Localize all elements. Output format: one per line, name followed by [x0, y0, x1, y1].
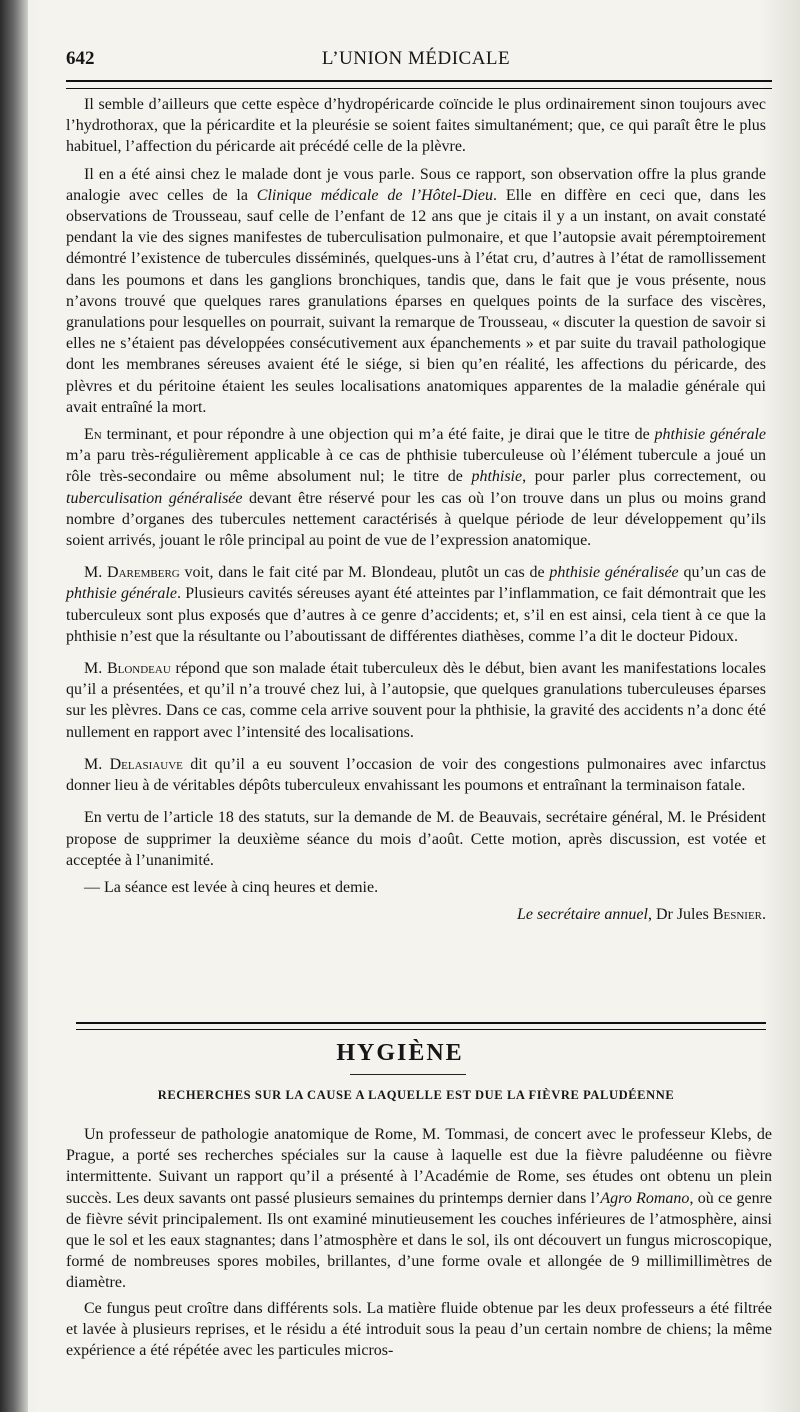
section-rule: [350, 1074, 466, 1075]
place-name: Agro Romano: [600, 1189, 690, 1207]
paragraph-text: . Plusieurs cavités séreuses ayant été atteintes par l’inflammation, ce fait démontrait que les tuberculeux sont plus exposés que d’autres à ce genre d’accidents; et, s’il en est ainsi, cela tient à ce que la phthisie n’est que la résultante ou l’aboutissant de différentes diathèses, comme l’a dit le docteur Pidoux.: [66, 585, 767, 645]
section-separator: [76, 1022, 766, 1030]
italic-term: phthisie générale: [66, 585, 177, 603]
italic-term: phthisie: [471, 468, 523, 486]
article-body: [66, 1124, 772, 1365]
paragraph-text: voit, dans le fait cité par M. Blondeau, plutôt un cas de: [179, 564, 550, 582]
paragraph-text: . Elle en diffère en ceci que, dans les observations de Trousseau, sauf celle de l’enfant de 12 ans que je citais il y a un instant, on avait constaté pendant la vie des signes manifestes de tuberculisation pulmonaire, et que l’autopsie avait péremptoirement démontré l’existence de tubercules disséminés, quelques-uns à l’état cru, d’autres à l’état de ramollissement dans les poumons et dans les ganglions bronchiques, tandis que, dans le fait que je vous présente, nous n’avons trouvé que quelques rares granulations éparses en quelques points de la surface des viscères, granulations pour lesquelles on pourrait, suivant la remarque de Trousseau, « discuter la question de savoir si elles ne s’étaient pas développées consécutivement aux épanchements » et par suite du travail pathologique dont les membranes séreuses avaient été le siége, si bien qu’en réalité, les affections du péricarde, des plèvres et du péritoine étaient les seules localisations anatomiques apparentes de la maladie générale qui avait entraîné la mort.: [66, 186, 766, 416]
paragraph-text: Un professeur de pathologie anatomique de Rome, M. Tommasi, de concert avec le professeur Klebs, de Prague, a porté ses recherches spéciales sur la cause à laquelle est due la fièvre paludéenne ou fièvre intermittente. Suivant un rapport qu’il a présenté à l’Académie de Rome, ses études ont obtenu un plein succès. Les deux savants ont passé plusieurs semaines du printemps dernier dans l’: [66, 1126, 772, 1207]
paragraph-text: M.: [84, 564, 108, 582]
paragraph-text: , où ce genre de fièvre sévit principalement. Ils ont examiné minutieusement les couches inférieures de l’atmosphère, ainsi que le sol et les eaux stagnantes; dans l’atmosphère et dans le sol, ils ont découvert un fungus microscopique, formé de nombreuses spores mobiles, brillantes, d’une forme ovale et allongée de 9 millimillimètres de diamètre.: [66, 1189, 773, 1292]
citation-title: Clinique médicale de l’Hôtel-Dieu: [256, 186, 494, 204]
signature-end: .: [762, 906, 766, 924]
signature-name: Besnier: [712, 906, 762, 924]
paragraph-observation: [66, 164, 766, 418]
italic-term: phthisie générale: [654, 426, 767, 444]
paragraph-text: — La séance est levée à cinq heures et demie.: [84, 878, 379, 896]
binding-gutter: [0, 0, 28, 1412]
paragraph-conclusion: [66, 424, 766, 551]
running-header: [66, 48, 766, 78]
minutes-body: [66, 94, 766, 931]
paragraph-closing: [66, 877, 766, 898]
article-paragraph-1: [66, 1124, 772, 1294]
paragraph-statuts: [66, 807, 766, 871]
paragraph-text: , pour parler plus correctement, ou: [522, 468, 766, 486]
paragraph-text: En vertu de l’article 18 des statuts, sur la demande de M. de Beauvais, secrétaire général, M. le Président propose de supprimer la deuxième séance du mois d’août. Cette motion, après discussion, est votée et acceptée à l’unanimité.: [66, 809, 766, 869]
paragraph-text: terminant, et pour répondre à une objection qui m’a été faite, je dirai que le titre de: [101, 426, 655, 444]
paragraph-blondeau: [66, 658, 766, 743]
paragraph-text: devant être réservé pour les cas où l’on trouve dans un plus ou moins grand nombre d’organes des tubercules nettement caractérisés à quelque période de leur développement qu’ils soient arrivés, jouant le rôle principal au point de vue de l’expression anatomique.: [66, 489, 766, 550]
running-title: L’UNION MÉDICALE: [321, 48, 511, 69]
italic-term: tuberculisation généralisée: [66, 489, 243, 507]
paragraph-text: qu’un cas de: [678, 564, 766, 582]
paragraph-delasiauve: [66, 754, 766, 796]
article-paragraph-2: [66, 1298, 772, 1362]
signature-role: Le secrétaire annuel: [517, 906, 648, 924]
header-rule: [66, 80, 772, 89]
paragraph-text: Il semble d’ailleurs que cette espèce d’hydropéricarde coïncide le plus ordinairement sinon toujours avec l’hydrothorax, que la péricardite et la pleurésie se soient faites simultanément; que, ce qui paraît être le plus habituel, l’affection du péricarde ait précédé celle de la plèvre.: [66, 96, 766, 156]
article-title: RECHERCHES SUR LA CAUSE A LAQUELLE EST DUE LA FIÈVRE PALUDÉENNE: [157, 1088, 675, 1102]
paragraph-daremberg: [66, 562, 766, 647]
paragraph-text: Il en a été ainsi chez le malade dont je vous parle. Sous ce rapport, son observation offre la plus grande analogie avec celles de la: [66, 165, 766, 204]
paragraph-text: répond que son malade était tuberculeux dès le début, bien avant les manifestations locales qu’il a présentées, et qu’il n’a trouvé chez lui, à l’autopsie, que quelques granulations tuberculeuses éparses sur les plèvres. Dans ce cas, comme cela arrive souvent pour la phthisie, la gravité des accidents n’a donc été nullement en rapport avec l’intensité des localisations.: [66, 660, 766, 741]
page-number: 642: [66, 48, 95, 69]
section-title: HYGIÈNE: [336, 1040, 464, 1066]
paragraph-text: m’a paru très-régulièrement applicable à ce cas de phthisie tuberculeuse où l’élément tubercule a joué un rôle très-secondaire ou même absolument nul; le titre de: [66, 447, 766, 486]
speaker-name: Delasiauve: [109, 755, 183, 773]
small-caps-lead: En: [84, 426, 102, 444]
italic-term: phthisie généralisée: [549, 564, 679, 582]
paragraph-text: Ce fungus peut croître dans différents sols. La matière fluide obtenue par les deux professeurs a été filtrée et lavée à plusieurs reprises, et le résidu a été introduit sous la peau d’un certain nombre de chiens; la même expérience a été répétée avec les particules micros-: [66, 1299, 772, 1360]
paragraph-text: M.: [84, 660, 107, 678]
signature-title: , Dr Jules: [647, 906, 713, 924]
speaker-name: Daremberg: [107, 564, 180, 582]
signature: [66, 904, 766, 925]
speaker-name: Blondeau: [106, 660, 171, 678]
paragraph-hydropericarde: [66, 94, 766, 158]
paragraph-text: dit qu’il a eu souvent l’occasion de voir des congestions pulmonaires avec infarctus donner lieu à de véritables dépôts tuberculeux envahissant les poumons et entraînant la terminaison fatale.: [66, 755, 766, 795]
paragraph-text: M.: [84, 755, 110, 773]
